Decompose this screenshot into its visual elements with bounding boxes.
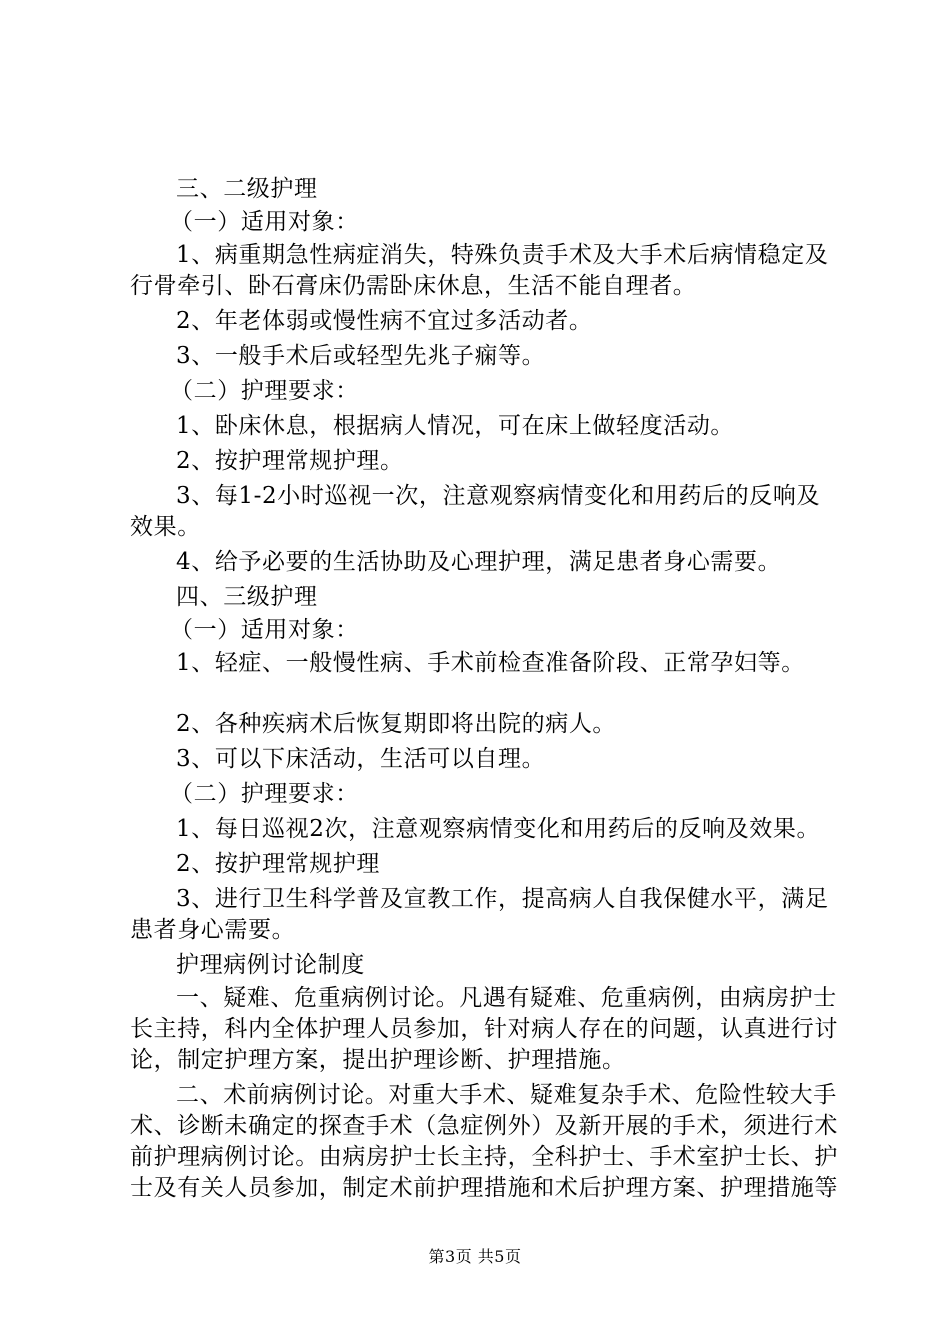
paragraph: 二、术前病例讨论。对重大手术、疑难复杂手术、危险性较大手术、诊断未确定的探查手术（急症例外）及新开展的手术，须进行术前护理病例讨论。由病房护士长主持，全科护士、手术室护士长、护士及有关人员参加，制定术前护理措施和术后护理方案、护理措施等 [130, 1082, 838, 1201]
paragraph: 1、病重期急性病症消失，特殊负责手术及大手术后病情稳定及行骨牵引、卧石膏床仍需卧床休息，生活不能自理者。 [130, 242, 829, 299]
section-heading-level-two-care: 三、二级护理 [176, 176, 318, 202]
subheading-care-requirements: （二）护理要求： [170, 378, 359, 404]
page-number-footer: 第3页 共5页 [428, 1247, 522, 1266]
paragraph: 3、一般手术后或轻型先兆子痫等。 [176, 343, 546, 369]
subheading-applicable-targets: （一）适用对象： [170, 617, 359, 643]
paragraph: 1、每日巡视2次，注意观察病情变化和用药后的反响及效果。 [176, 816, 821, 842]
paragraph: 2、年老体弱或慢性病不宜过多活动者。 [176, 308, 593, 334]
section-heading-case-discussion-system: 护理病例讨论制度 [176, 952, 365, 978]
paragraph: 2、按护理常规护理。 [176, 448, 404, 474]
subheading-applicable-targets: （一）适用对象： [170, 209, 359, 235]
paragraph: 4、给予必要的生活协助及心理护理，满足患者身心需要。 [176, 549, 782, 575]
subheading-care-requirements: （二）护理要求： [170, 781, 359, 807]
paragraph: 3、进行卫生科学普及宣教工作，提高病人自我保健水平，满足患者身心需要。 [130, 886, 829, 943]
section-heading-level-three-care: 四、三级护理 [176, 584, 318, 610]
paragraph: 一、疑难、危重病例讨论。凡遇有疑难、危重病例，由病房护士长主持，科内全体护理人员参加，针对病人存在的问题，认真进行讨论，制定护理方案，提出护理诊断、护理措施。 [130, 985, 838, 1073]
document-body [130, 174, 840, 1208]
paragraph: 3、每1-2小时巡视一次，注意观察病情变化和用药后的反响及效果。 [130, 483, 821, 540]
paragraph: 1、轻症、一般慢性病、手术前检查准备阶段、正常孕妇等。 [176, 650, 805, 676]
paragraph: 3、可以下床活动，生活可以自理。 [176, 746, 546, 772]
paragraph: 1、卧床休息，根据病人情况，可在床上做轻度活动。 [176, 413, 735, 439]
paragraph: 2、各种疾病术后恢复期即将出院的病人。 [176, 711, 617, 737]
paragraph: 2、按护理常规护理 [176, 851, 381, 877]
